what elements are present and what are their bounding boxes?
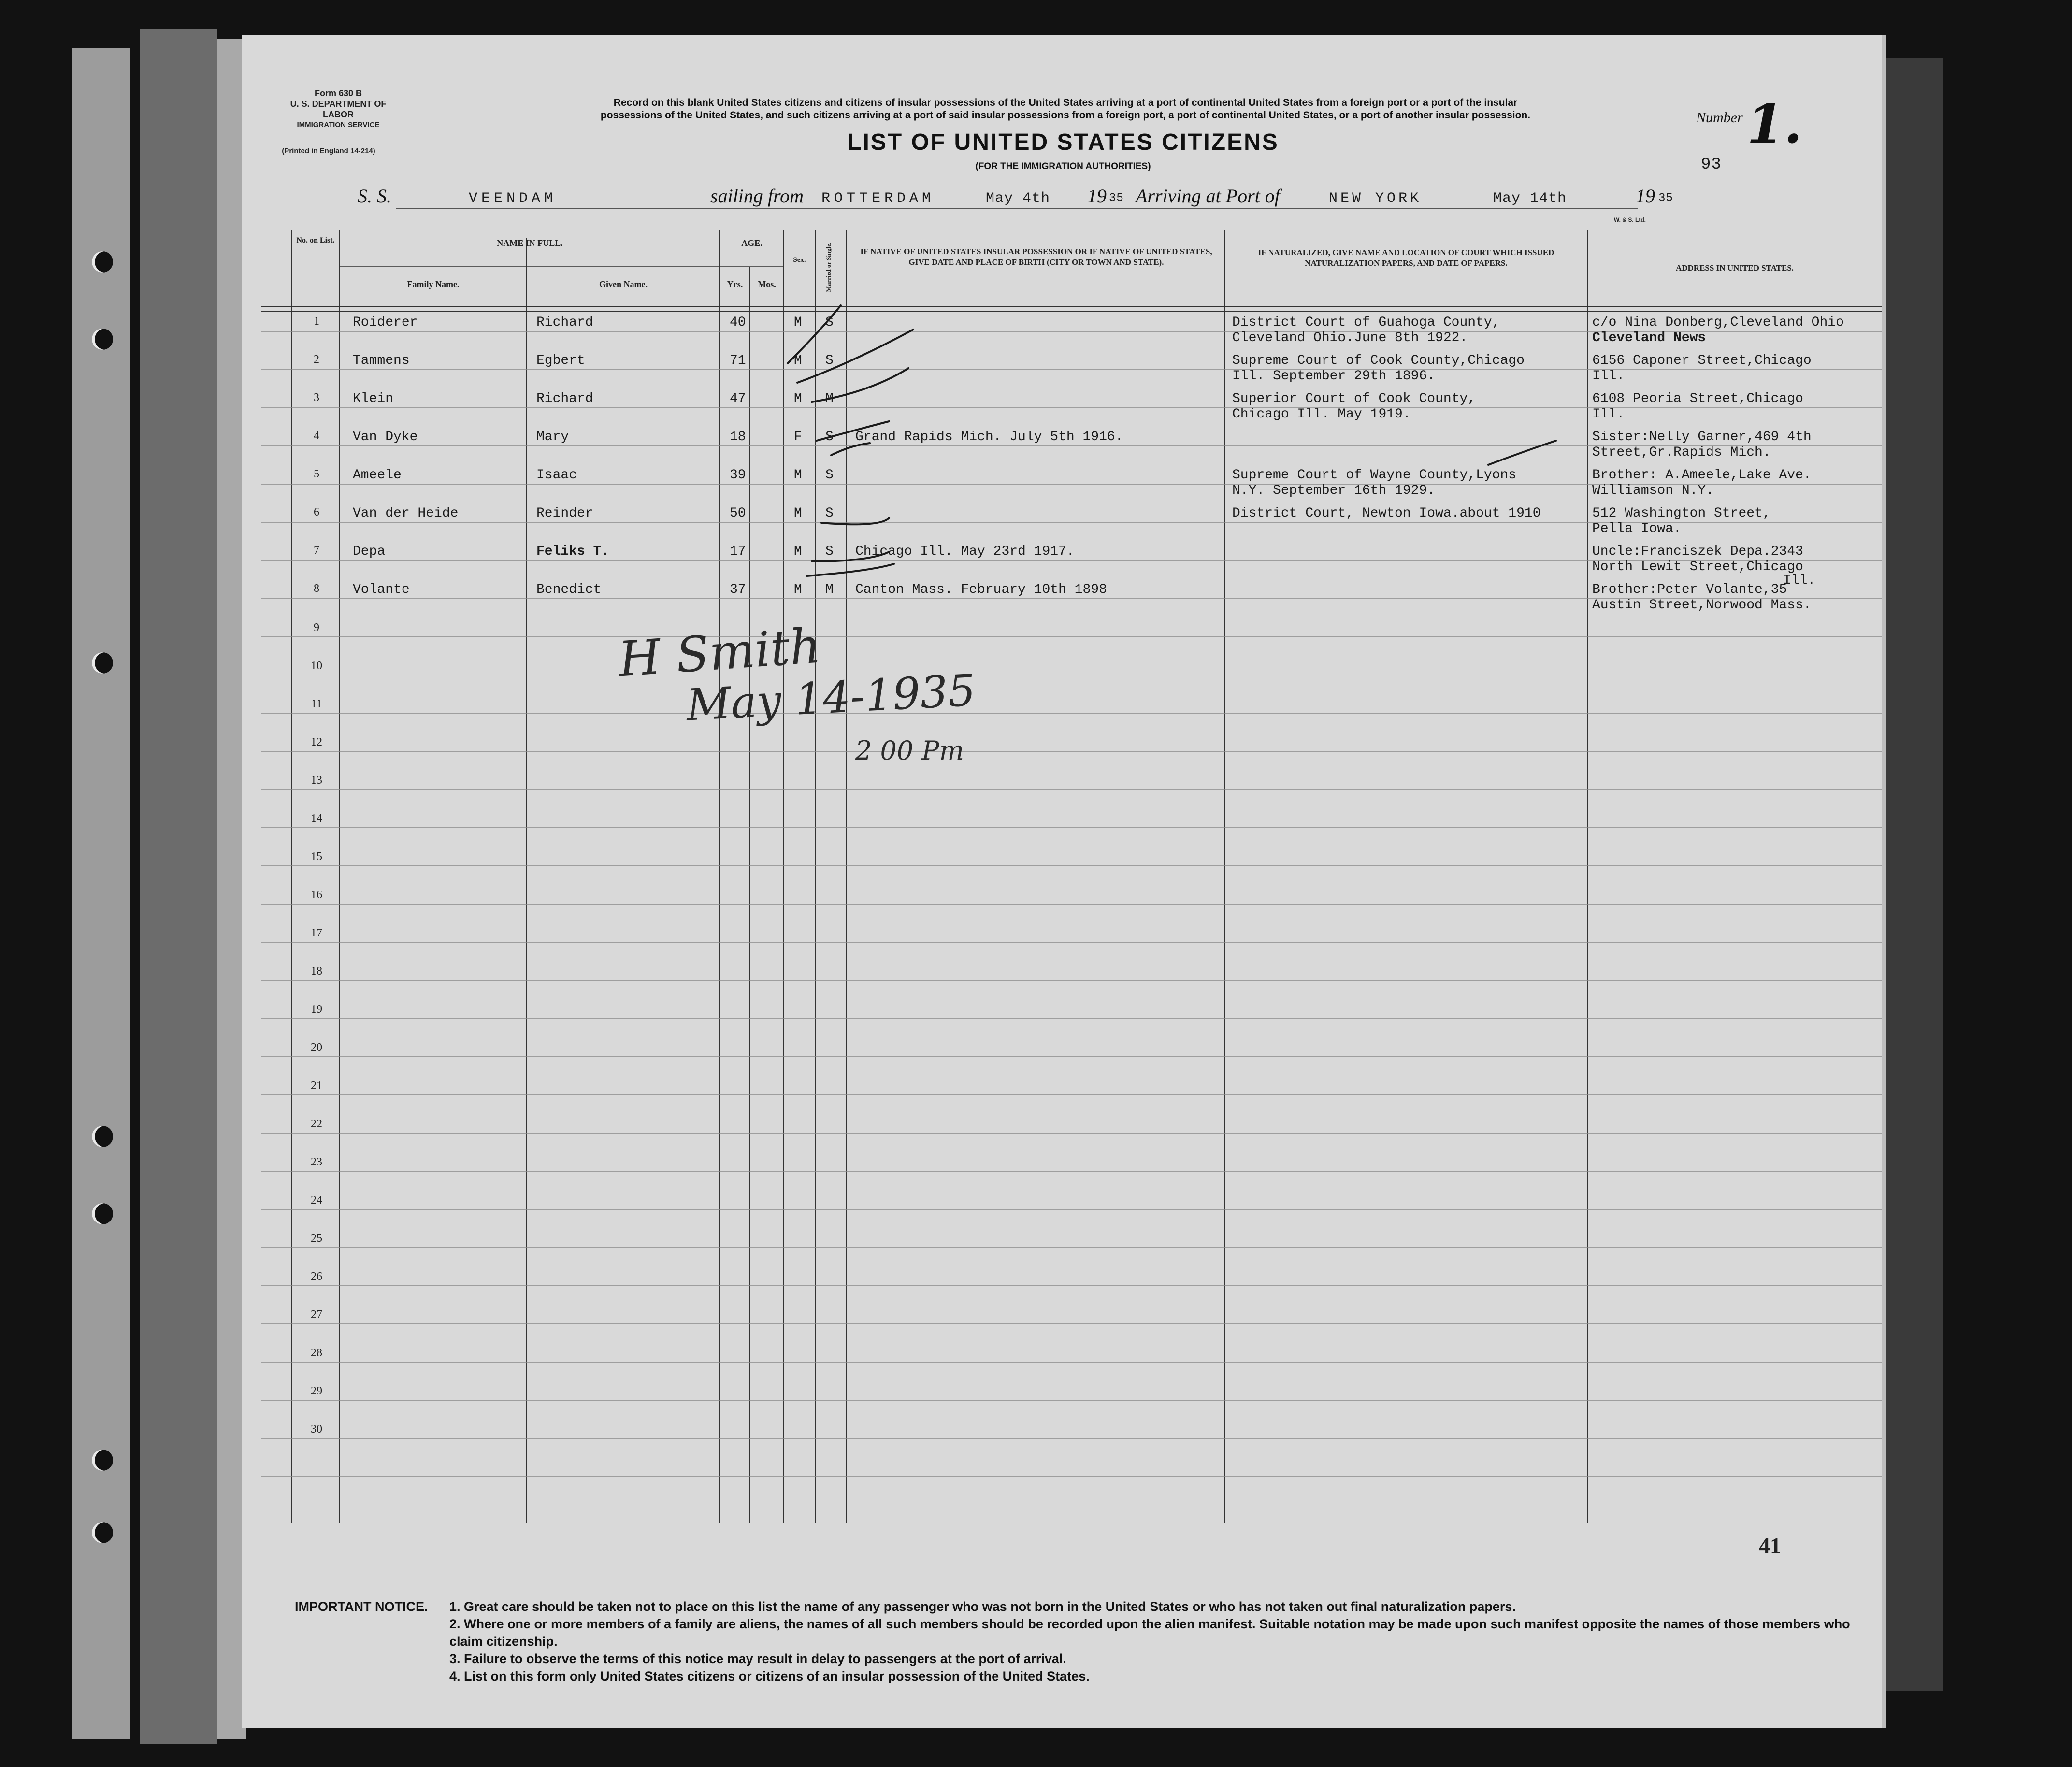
row-number: 24 — [311, 1194, 322, 1207]
row-number: 10 — [311, 660, 322, 672]
address-line-1: Brother: A.Ameele,Lake Ave. — [1592, 468, 1812, 483]
row-number: 7 — [314, 544, 319, 557]
court-line-2: Ill. September 29th 1896. — [1232, 369, 1436, 384]
sheet-number: 93 — [1701, 156, 1722, 174]
ship-name: VEENDAM — [469, 190, 557, 207]
row-number: 15 — [311, 850, 322, 863]
address-line-1: Sister:Nelly Garner,469 4th — [1592, 430, 1812, 445]
row-number: 17 — [311, 927, 322, 939]
sex: M — [794, 315, 802, 330]
row-number: 12 — [311, 736, 322, 748]
address-line-2: Pella Iowa. — [1592, 521, 1682, 536]
binder-strip-left — [72, 48, 130, 1739]
ss-label: S. S. — [358, 185, 391, 207]
address-line-2: Cleveland News — [1592, 330, 1706, 345]
given-name: Mary — [536, 430, 569, 445]
address-line-2: Williamson N.Y. — [1592, 483, 1714, 498]
row-number: 9 — [314, 621, 319, 634]
address-line-2: Austin Street,Norwood Mass. — [1592, 598, 1812, 613]
given-name: Richard — [536, 315, 593, 330]
address-line-2: Ill. — [1592, 407, 1625, 422]
arrival-date: May 14th — [1493, 190, 1567, 207]
birth-place-date: Grand Rapids Mich. July 5th 1916. — [855, 430, 1123, 445]
family-name: Van Dyke — [353, 430, 418, 445]
col-married-single: Married or Single. — [825, 242, 832, 292]
marital-status: S — [825, 315, 834, 330]
age-years: 71 — [730, 353, 746, 368]
age-years: 17 — [730, 544, 746, 559]
marital-status: S — [825, 468, 834, 483]
col-sex: Sex. — [793, 256, 806, 264]
court-line-1: Supreme Court of Cook County,Chicago — [1232, 353, 1525, 368]
printer-mark: W. & S. Ltd. — [1614, 216, 1646, 223]
row-number: 29 — [311, 1385, 322, 1397]
notice-item: 2. Where one or more members of a family are aliens, the names of all such members should be recorded upon the alien manifest. Suitable notation may be made upon such manifest opposite the names of those members who claim citizenship. — [449, 1617, 1850, 1649]
given-name: Reinder — [536, 506, 593, 521]
row-number: 26 — [311, 1270, 322, 1283]
marital-status: S — [825, 353, 834, 368]
family-name: Klein — [353, 391, 394, 406]
notice-item: 3. Failure to observe the terms of this notice may result in delay to passengers at the port of arrival. — [449, 1652, 1066, 1666]
year-prefix-1: 19 — [1087, 185, 1107, 207]
from-port: ROTTERDAM — [821, 190, 935, 207]
col-address: ADDRESS IN UNITED STATES. — [1675, 263, 1794, 273]
address-line-1: 6156 Caponer Street,Chicago — [1592, 353, 1812, 368]
depart-year: 35 — [1109, 192, 1124, 205]
row-number: 13 — [311, 774, 322, 787]
family-name: Van der Heide — [353, 506, 459, 521]
family-name: Depa — [353, 544, 386, 559]
binder-hole — [92, 329, 113, 350]
row-number: 27 — [311, 1308, 322, 1321]
service: IMMIGRATION SERVICE — [297, 121, 380, 129]
age-years: 18 — [730, 430, 746, 445]
row-number: 20 — [311, 1041, 322, 1054]
row-number: 11 — [311, 698, 322, 710]
sex: M — [794, 582, 802, 597]
col-given-name: Given Name. — [599, 279, 648, 289]
col-naturalized: IF NATURALIZED, GIVE NAME AND LOCATION OF COURT WHICH ISSUED NATURALIZATION PAPERS, AND DATE OF PAPERS. — [1258, 248, 1554, 268]
sex: M — [794, 506, 802, 521]
page-number: 41 — [1759, 1533, 1781, 1558]
row-number: 1 — [314, 315, 319, 328]
marital-status: M — [825, 391, 834, 406]
col-name-in-full: NAME IN FULL. — [497, 238, 563, 248]
given-name: Feliks T. — [536, 544, 610, 559]
row-number: 25 — [311, 1232, 322, 1245]
row-number: 8 — [314, 582, 319, 595]
row-number: 5 — [314, 468, 319, 480]
arrival-port: NEW YORK — [1329, 190, 1422, 207]
printed-in: (Printed in England 14-214) — [282, 147, 375, 155]
page-subtitle: (FOR THE IMMIGRATION AUTHORITIES) — [975, 161, 1151, 172]
family-name: Roiderer — [353, 315, 418, 330]
age-years: 40 — [730, 315, 746, 330]
sex: M — [794, 468, 802, 483]
row-number: 28 — [311, 1347, 322, 1359]
binder-hole — [92, 1203, 113, 1224]
row-number: 23 — [311, 1156, 322, 1168]
binder-hole — [92, 1450, 113, 1471]
address-line-3: Ill. — [1783, 573, 1816, 588]
paper-edge-right — [1880, 58, 1942, 1691]
notice-item: 1. Great care should be taken not to place on this list the name of any passenger who was not born in the United States or who has not taken out final naturalization papers. — [449, 1599, 1516, 1614]
row-number: 18 — [311, 965, 322, 977]
binder-hole — [92, 251, 113, 273]
family-name: Volante — [353, 582, 410, 597]
address-line-2: Street,Gr.Rapids Mich. — [1592, 445, 1771, 460]
row-number: 30 — [311, 1423, 322, 1436]
address-line-2: North Lewit Street,Chicago — [1592, 560, 1803, 575]
binder-hole — [92, 1522, 113, 1543]
age-years: 50 — [730, 506, 746, 521]
address-line-1: Brother:Peter Volante,35 — [1592, 582, 1787, 597]
binder-strip-mid — [140, 29, 217, 1744]
col-no-on-list: No. on List. — [296, 236, 335, 244]
row-number: 2 — [314, 353, 319, 366]
given-name: Egbert — [536, 353, 585, 368]
marital-status: S — [825, 506, 834, 521]
number-label: Number — [1696, 110, 1743, 126]
arriving-label: Arriving at Port of — [1136, 185, 1280, 207]
age-years: 39 — [730, 468, 746, 483]
address-line-1: 6108 Peoria Street,Chicago — [1592, 391, 1803, 406]
notice-label: IMPORTANT NOTICE. — [295, 1599, 428, 1614]
year-prefix-2: 19 — [1636, 185, 1655, 207]
number-value: 1. — [1747, 93, 1802, 155]
marital-status: S — [825, 430, 834, 445]
page-title: LIST OF UNITED STATES CITIZENS — [847, 129, 1279, 155]
birth-place-date: Chicago Ill. May 23rd 1917. — [855, 544, 1075, 559]
form-number: Form 630 B — [314, 88, 362, 98]
marital-status: S — [825, 544, 834, 559]
department: U. S. DEPARTMENT OF LABOR — [290, 99, 387, 119]
binder-hole — [92, 652, 113, 674]
court-line-2: Chicago Ill. May 1919. — [1232, 407, 1411, 422]
sex: M — [794, 544, 802, 559]
court-line-2: Cleveland Ohio.June 8th 1922. — [1232, 330, 1468, 345]
handwritten-signature: H Smith — [617, 617, 823, 688]
court-line-1: District Court of Guahoga County, — [1232, 315, 1500, 330]
row-number: 4 — [314, 430, 319, 442]
row-number: 21 — [311, 1079, 322, 1092]
address-line-1: Uncle:Franciszek Depa.2343 — [1592, 544, 1803, 559]
address-line-1: 512 Washington Street, — [1592, 506, 1771, 521]
handwritten-date: May 14-1935 — [685, 665, 977, 731]
address-line-1: c/o Nina Donberg,Cleveland Ohio — [1592, 315, 1844, 330]
row-number: 14 — [311, 812, 322, 825]
important-notice — [295, 1598, 1880, 1685]
notice-item: 4. List on this form only United States citizens or citizens of an insular possession of the United States. — [449, 1669, 1090, 1683]
depart-date: May 4th — [986, 190, 1050, 207]
age-years: 37 — [730, 582, 746, 597]
court-line-2: N.Y. September 16th 1929. — [1232, 483, 1436, 498]
given-name: Richard — [536, 391, 593, 406]
row-number: 16 — [311, 889, 322, 901]
given-name: Isaac — [536, 468, 577, 483]
row-number: 3 — [314, 391, 319, 404]
family-name: Ameele — [353, 468, 402, 483]
col-mos: Mos. — [758, 279, 776, 289]
col-age: AGE. — [741, 238, 763, 248]
age-years: 47 — [730, 391, 746, 406]
sex: M — [794, 391, 802, 406]
col-native: IF NATIVE OF UNITED STATES INSULAR POSSESSION OR IF NATIVE OF UNITED STATES, GIVE DATE AND PLACE OF BIRTH (CITY OR TOWN AND STATE). — [860, 247, 1212, 267]
court-line-1: District Court, Newton Iowa.about 1910 — [1232, 506, 1541, 521]
binder-hole — [92, 1126, 113, 1147]
court-line-1: Supreme Court of Wayne County,Lyons — [1232, 468, 1517, 483]
court-line-1: Superior Court of Cook County, — [1232, 391, 1476, 406]
arrival-year: 35 — [1658, 192, 1673, 205]
manifest-page — [242, 35, 1886, 1728]
row-number: 19 — [311, 1003, 322, 1016]
sex: F — [794, 430, 802, 445]
sailing-label: sailing from — [710, 185, 804, 207]
col-family-name: Family Name. — [407, 279, 460, 289]
handwritten-time: 2 00 Pm — [855, 735, 964, 766]
notice-items — [449, 1598, 1880, 1685]
marital-status: M — [825, 582, 834, 597]
given-name: Benedict — [536, 582, 602, 597]
birth-place-date: Canton Mass. February 10th 1898 — [855, 582, 1107, 597]
family-name: Tammens — [353, 353, 410, 368]
col-yrs: Yrs. — [727, 279, 743, 289]
sex: M — [794, 353, 802, 368]
row-number: 6 — [314, 506, 319, 518]
row-number: 22 — [311, 1118, 322, 1130]
address-line-2: Ill. — [1592, 369, 1625, 384]
header-notice: Record on this blank United States citizens and citizens of insular possessions of the United States arriving at a port of continental United States from a foreign port or a port of the insular possessions of the United States, and such citizens arriving at a port of said insular possessions from a foreign port, a port of continental United States, or a port of another insular possession. — [600, 97, 1531, 121]
